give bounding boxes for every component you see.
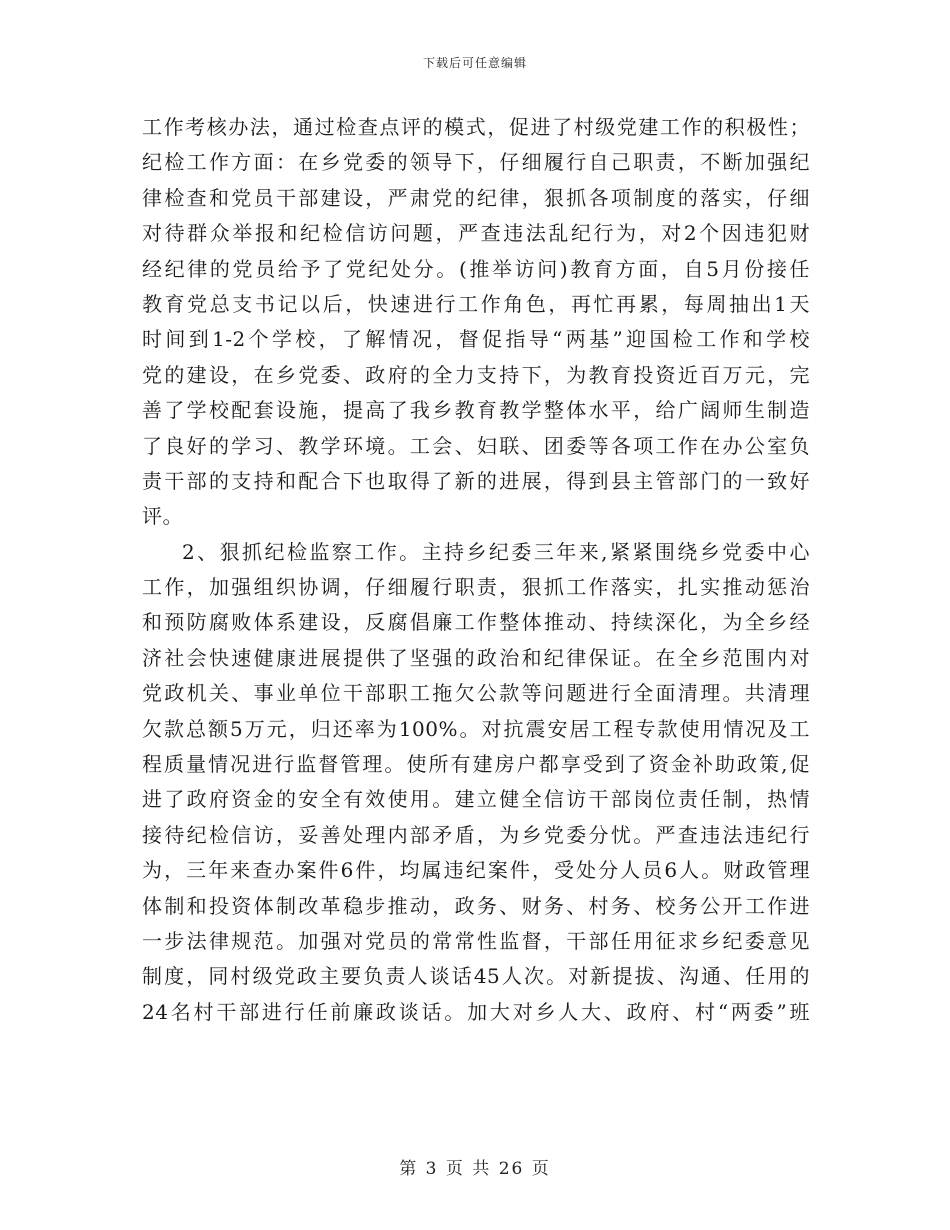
text-line: 评。 [142, 504, 183, 529]
text-line: 制度，同村级党政主要负责人谈话45人次。对新提拔、沟通、任用的 [142, 964, 810, 989]
text-line: 责干部的支持和配合下也取得了新的进展，得到县主管部门的一致好 [142, 468, 810, 493]
text-line: 接待纪检信访，妥善处理内部矛盾，为乡党委分忧。严查违法违纪行 [142, 822, 810, 847]
text-line: 党的建设，在乡党委、政府的全力支持下，为教育投资近百万元，完 [142, 362, 810, 387]
text-line: 党政机关、事业单位干部职工拖欠公款等问题进行全面清理。共清理 [142, 681, 810, 706]
text-line-indented: 2、狠抓纪检监察工作。主持乡纪委三年来,紧紧围绕乡党委中心 [182, 539, 810, 564]
text-line: 和预防腐败体系建设，反腐倡廉工作整体推动、持续深化，为全乡经 [142, 610, 810, 635]
text-line: 纪检工作方面：在乡党委的领导下，仔细履行自己职责，不断加强纪 [142, 150, 810, 175]
text-line: 善了学校配套设施，提高了我乡教育教学整体水平，给广阔师生制造 [142, 398, 810, 423]
text-line: 对待群众举报和纪检信访问题，严查违法乱纪行为，对2个因违犯财 [142, 221, 810, 246]
text-line: 时间到1-2个学校，了解情况，督促指导“两基”迎国检工作和学校 [142, 327, 810, 352]
text-line: 工作考核办法，通过检查点评的模式，促进了村级党建工作的积极性； [142, 115, 810, 139]
page-header: 下载后可任意编辑 [422, 56, 527, 70]
text-line: 律检查和党员干部建设，严肃党的纪律，狠抓各项制度的落实，仔细 [142, 185, 810, 210]
text-line: 教育党总支书记以后，快速进行工作角色，再忙再累，每周抽出1天 [142, 291, 810, 316]
text-line: 济社会快速健康进展提供了坚强的政治和纪律保证。在全乡范围内对 [142, 645, 810, 670]
text-line: 欠款总额5万元，归还率为100%。对抗震安居工程专款使用情况及工 [142, 716, 810, 741]
page-footer-page-number: 第 3 页 共 26 页 [399, 1159, 551, 1179]
document-body [142, 110, 810, 1030]
text-line: 工作，加强组织协调，仔细履行职责，狠抓工作落实，扎实推动惩治 [142, 575, 810, 600]
text-line: 了良好的学习、教学环境。工会、妇联、团委等各项工作在办公室负 [142, 433, 810, 458]
text-line: 程质量情况进行监督管理。使所有建房户都享受到了资金补助政策,促 [142, 752, 810, 777]
text-line: 经纪律的党员给予了党纪处分。(推举访问)教育方面，自5月份接任 [142, 256, 810, 281]
text-line: 为，三年来查办案件6件，均属违纪案件，受处分人员6人。财政管理 [142, 858, 810, 883]
text-line: 一步法律规范。加强对党员的常常性监督，干部任用征求乡纪委意见 [142, 928, 810, 953]
text-line: 进了政府资金的安全有效使用。建立健全信访干部岗位责任制，热情 [142, 787, 810, 812]
text-line: 体制和投资体制改革稳步推动，政务、财务、村务、校务公开工作进 [142, 893, 810, 918]
text-line: 24名村干部进行任前廉政谈话。加大对乡人大、政府、村“两委”班 [142, 999, 810, 1024]
